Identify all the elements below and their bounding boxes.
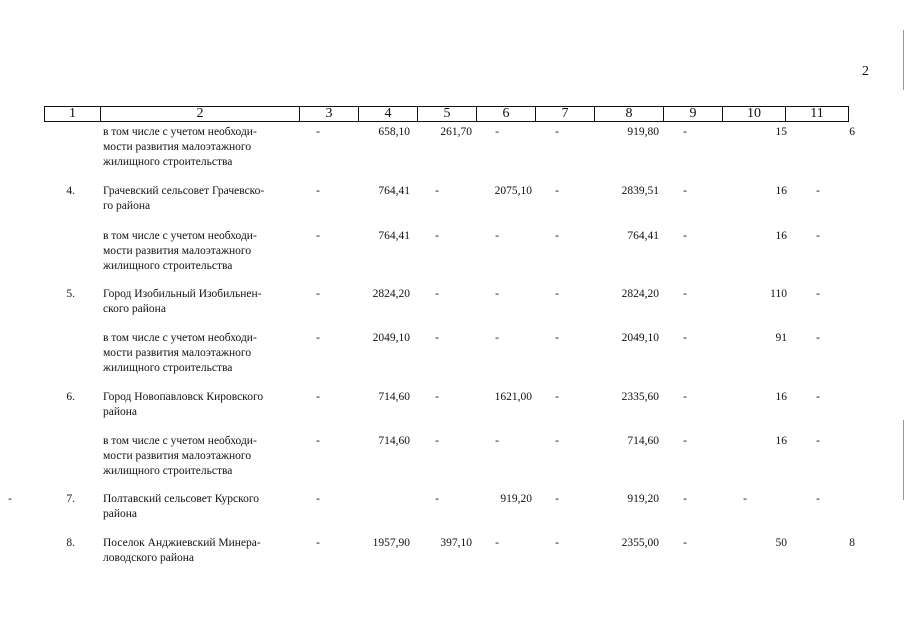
col-header-3: 3 — [300, 107, 359, 122]
cell-c10: 110 — [770, 288, 787, 300]
row-number: 4. — [66, 185, 75, 197]
row-name-line: Грачевский сельсовет Грачевско- — [103, 185, 265, 197]
page-number: 2 — [862, 64, 869, 79]
cell-c4: 764,41 — [378, 185, 410, 197]
cell-c5: - — [435, 391, 439, 403]
cell-c7: - — [555, 493, 559, 505]
row-number: 7. — [66, 493, 75, 505]
cell-c9: - — [683, 126, 687, 138]
row-name-line: жилищного строительства — [103, 156, 233, 168]
row-name-line: ского района — [103, 303, 166, 315]
cell-c8: 2839,51 — [621, 185, 659, 197]
cell-c11: - — [816, 435, 820, 447]
row-name-line: жилищного строительства — [103, 465, 233, 477]
cell-c8: 919,80 — [627, 126, 659, 138]
cell-c9: - — [683, 435, 687, 447]
row-name-line: Город Новопавловск Кировского — [103, 391, 264, 403]
cell-c4: 2049,10 — [372, 332, 410, 344]
cell-c7: - — [555, 230, 559, 242]
row-name-line: Полтавский сельсовет Курского — [103, 493, 260, 505]
cell-c9: - — [683, 537, 687, 549]
row-name-line: мости развития малоэтажного — [103, 450, 252, 462]
cell-c6: 2075,10 — [494, 185, 532, 197]
cell-c11: - — [816, 288, 820, 300]
cell-c9: - — [683, 230, 687, 242]
col-header-11: 11 — [786, 107, 849, 122]
cell-c3: - — [316, 185, 320, 197]
cell-c11: - — [816, 493, 820, 505]
cell-c5: 397,10 — [440, 537, 472, 549]
cell-c4: - — [8, 493, 12, 505]
cell-c7: - — [555, 435, 559, 447]
cell-c9: - — [683, 288, 687, 300]
row-name-line: Поселок Анджиевский Минера- — [103, 537, 261, 549]
cell-c6: - — [495, 332, 499, 344]
cell-c5: - — [435, 332, 439, 344]
row-name-line: го района — [103, 200, 151, 212]
cell-c10: 16 — [775, 435, 787, 447]
cell-c8: 2335,60 — [621, 391, 659, 403]
cell-c4: 764,41 — [378, 230, 410, 242]
cell-c10: - — [743, 493, 747, 505]
col-header-6: 6 — [477, 107, 536, 122]
cell-c11: 6 — [849, 126, 855, 138]
col-header-9: 9 — [664, 107, 723, 122]
cell-c9: - — [683, 185, 687, 197]
row-number: 5. — [66, 288, 75, 300]
col-header-4: 4 — [359, 107, 418, 122]
col-header-7: 7 — [536, 107, 595, 122]
cell-c6: - — [495, 288, 499, 300]
cell-c11: 8 — [849, 537, 855, 549]
cell-c9: - — [683, 391, 687, 403]
cell-c5: - — [435, 493, 439, 505]
cell-c5: - — [435, 288, 439, 300]
cell-c7: - — [555, 391, 559, 403]
cell-c7: - — [555, 332, 559, 344]
cell-c6: 1621,00 — [494, 391, 532, 403]
cell-c11: - — [816, 332, 820, 344]
row-number: 6. — [66, 391, 75, 403]
row-name-line: жилищного строительства — [103, 362, 233, 374]
row-name-line: в том числе с учетом необходи- — [103, 126, 257, 138]
cell-c10: 16 — [775, 230, 787, 242]
cell-c3: - — [316, 537, 320, 549]
cell-c7: - — [555, 537, 559, 549]
cell-c8: 2824,20 — [621, 288, 659, 300]
cell-c4: 1957,90 — [372, 537, 410, 549]
cell-c3: - — [316, 288, 320, 300]
cell-c6: 919,20 — [500, 493, 532, 505]
cell-c7: - — [555, 288, 559, 300]
cell-c11: - — [816, 391, 820, 403]
cell-c7: - — [555, 126, 559, 138]
cell-c4: 2824,20 — [372, 288, 410, 300]
row-name-line: мости развития малоэтажного — [103, 245, 252, 257]
row-name-line: в том числе с учетом необходи- — [103, 332, 257, 344]
cell-c3: - — [316, 435, 320, 447]
cell-c10: 50 — [775, 537, 787, 549]
cell-c11: - — [816, 185, 820, 197]
row-number: 8. — [66, 537, 75, 549]
cell-c8: 714,60 — [627, 435, 659, 447]
col-header-8: 8 — [595, 107, 664, 122]
cell-c10: 16 — [775, 391, 787, 403]
cell-c10: 16 — [775, 185, 787, 197]
cell-c8: 919,20 — [627, 493, 659, 505]
cell-c4: 714,60 — [378, 435, 410, 447]
cell-c3: - — [316, 332, 320, 344]
row-name-line: мости развития малоэтажного — [103, 141, 252, 153]
cell-c3: - — [316, 126, 320, 138]
col-header-5: 5 — [418, 107, 477, 122]
row-name-line: Город Изобильный Изобильнен- — [103, 288, 262, 300]
cell-c8: 764,41 — [627, 230, 659, 242]
cell-c9: - — [683, 493, 687, 505]
cell-c8: 2049,10 — [621, 332, 659, 344]
cell-c6: - — [495, 126, 499, 138]
col-header-10: 10 — [723, 107, 786, 122]
cell-c10: 91 — [775, 332, 787, 344]
cell-c9: - — [683, 332, 687, 344]
cell-c4: 714,60 — [378, 391, 410, 403]
row-name-line: района — [103, 508, 138, 520]
cell-c10: 15 — [775, 126, 787, 138]
cell-c4: 658,10 — [378, 126, 410, 138]
cell-c6: - — [495, 435, 499, 447]
cell-c3: - — [316, 493, 320, 505]
cell-c11: - — [816, 230, 820, 242]
cell-c3: - — [316, 230, 320, 242]
row-name-line: района — [103, 406, 138, 418]
cell-c5: - — [435, 185, 439, 197]
cell-c6: - — [495, 537, 499, 549]
cell-c5: 261,70 — [440, 126, 472, 138]
cell-c8: 2355,00 — [621, 537, 659, 549]
col-header-1: 1 — [45, 107, 101, 122]
cell-c7: - — [555, 185, 559, 197]
cell-c5: - — [435, 230, 439, 242]
row-name-line: мости развития малоэтажного — [103, 347, 252, 359]
cell-c3: - — [316, 391, 320, 403]
cell-c6: - — [495, 230, 499, 242]
col-header-2: 2 — [101, 107, 300, 122]
row-name-line: ловодского района — [103, 552, 195, 564]
cell-c5: - — [435, 435, 439, 447]
row-name-line: жилищного строительства — [103, 260, 233, 272]
row-name-line: в том числе с учетом необходи- — [103, 435, 257, 447]
row-name-line: в том числе с учетом необходи- — [103, 230, 257, 242]
